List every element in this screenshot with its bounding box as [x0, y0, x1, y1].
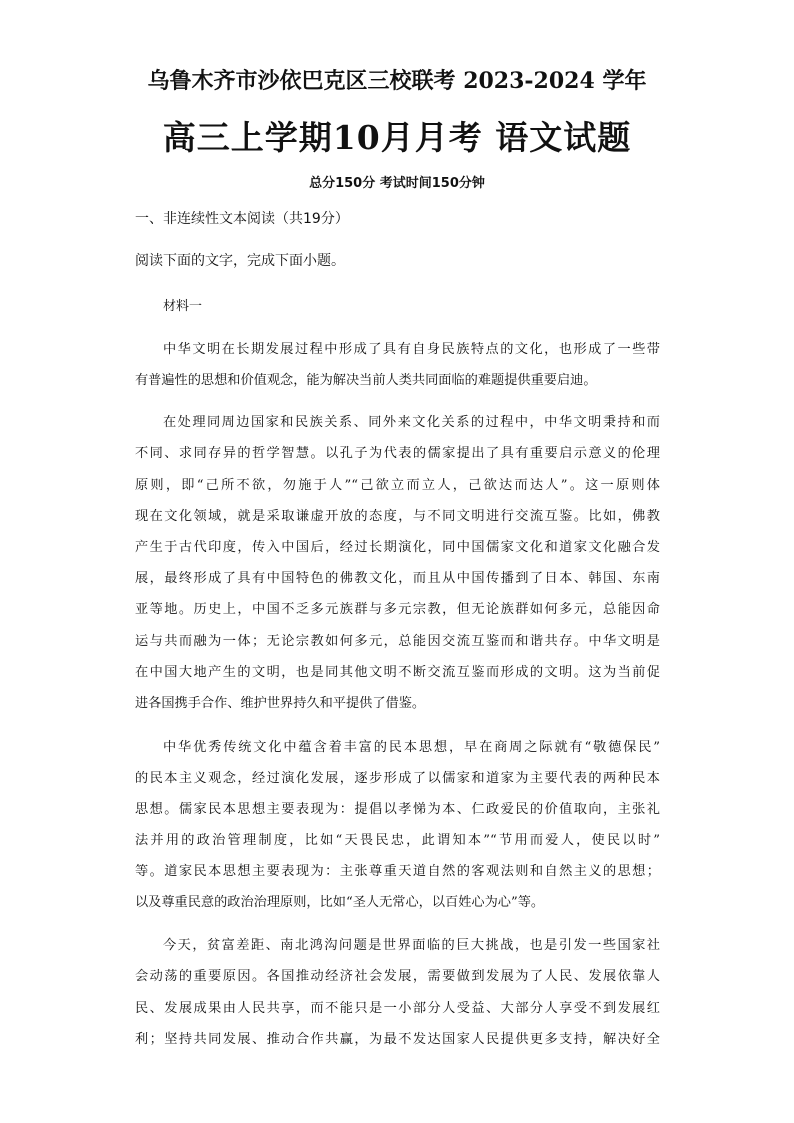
material-label: 材料一 [163, 299, 203, 314]
paragraph-line: 今天，贫富差距、南北鸿沟问题是世界面临的巨大挑战，也是引发一些国家社 [163, 938, 660, 953]
paragraph-line: 思想。儒家民本思想主要表现为：提倡以孝悌为本、仁政爱民的价值取向，主张礼 [135, 802, 660, 817]
paragraph-line: 利；坚持共同发展、推动合作共赢，为最不发达国家人民提供更多支持，解决好全 [135, 1032, 660, 1047]
paragraph-line: 现在文化领域，就是采取谦虚开放的态度，与不同文明进行交流互鉴。比如，佛教 [135, 509, 660, 524]
paragraph-line: 等。道家民本思想主要表现为：主张尊重天道自然的客观法则和自然主义的思想； [135, 864, 660, 879]
paragraph-line: 在中国大地产生的文明，也是同其他文明不断交流互鉴而形成的文明。这为当前促 [135, 665, 660, 680]
paragraph-line: 会动荡的重要原因。各国推动经济社会发展，需要做到发展为了人民、发展依靠人 [135, 969, 660, 984]
section-heading: 一、非连续性文本阅读（共19分） [135, 211, 349, 227]
paragraph-line: 的民本主义观念，经过演化发展，逐步形成了以儒家和道家为主要代表的两种民本 [135, 771, 660, 786]
instruction-text: 阅读下面的文字，完成下面小题。 [135, 253, 345, 269]
exam-meta: 总分150分 考试时间150分钟 [309, 176, 485, 191]
paragraph-line: 民、发展成果由人民共享，而不能只是一小部分人受益、大部分人享受不到发展红 [135, 1001, 660, 1016]
paragraph-line: 亚等地。历史上，中国不乏多元族群与多元宗教，但无论族群如何多元，总能因命 [135, 602, 660, 617]
exam-title-line1: 乌鲁木齐市沙依巴克区三校联考 2023-2024 学年 [147, 68, 647, 94]
paragraph-line: 中华文明在长期发展过程中形成了具有自身民族特点的文化，也形成了一些带 [163, 342, 660, 357]
exam-title-line2: 高三上学期10月月考 语文试题 [162, 118, 632, 157]
paragraph-line: 有普遍性的思想和价值观念，能为解决当前人类共同面临的难题提供重要启迪。 [135, 373, 597, 388]
paragraph-line: 法并用的政治管理制度，比如“天畏民忠，此谓知本”“节用而爱人，使民以时” [135, 833, 660, 848]
paragraph-line: 中华优秀传统文化中蕴含着丰富的民本思想，早在商周之际就有“敬德保民” [163, 740, 660, 755]
paragraph-line: 进各国携手合作、维护世界持久和平提供了借鉴。 [135, 696, 426, 711]
paragraph-line: 运与共而融为一体；无论宗教如何多元，总能因交流互鉴而和谐共存。中华文明是 [135, 634, 660, 649]
paragraph-line: 原则，即“己所不欲，勿施于人”“己欲立而立人，己欲达而达人”。这一原则体 [135, 478, 660, 493]
paragraph-line: 以及尊重民意的政治治理原则，比如“圣人无常心，以百姓心为心”等。 [135, 895, 545, 910]
paragraph-line: 在处理同周边国家和民族关系、同外来文化关系的过程中，中华文明秉持和而 [163, 415, 660, 430]
paragraph-line: 展，最终形成了具有中国特色的佛教文化，而且从中国传播到了日本、韩国、东南 [135, 571, 660, 586]
paragraph-line: 不同、求同存异的哲学智慧。以孔子为代表的儒家提出了具有重要启示意义的伦理 [135, 446, 660, 461]
paragraph-line: 产生于古代印度，传入中国后，经过长期演化，同中国儒家文化和道家文化融合发 [135, 540, 660, 555]
